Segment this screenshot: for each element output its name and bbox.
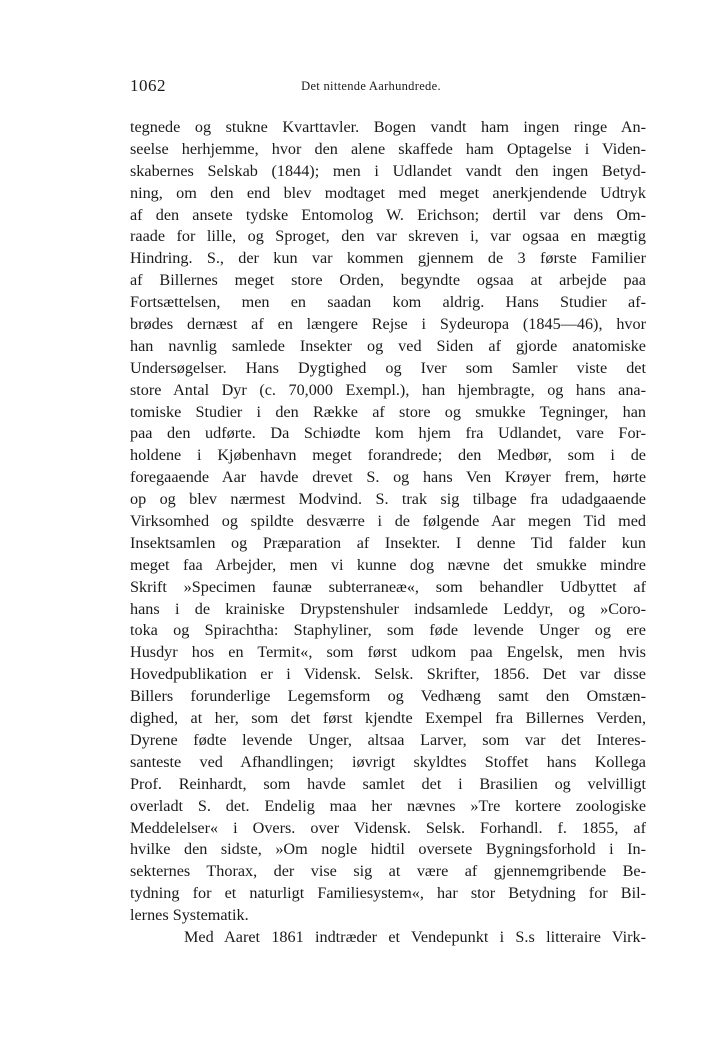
text-line: brødes dernæst af en længere Rejse i Sydeuropa (1845—46), hvor bbox=[130, 315, 646, 334]
text-line: Meddelelser« i Overs. over Vidensk. Selsk. Forhandl. f. 1855, af bbox=[130, 818, 646, 837]
text-line: Hindring. S., der kun var kommen gjennem de 3 første Familier bbox=[130, 249, 646, 268]
text-line: Dyrene fødte levende Unger, altsaa Larver, som var det Interes- bbox=[130, 730, 646, 749]
page-number: 1062 bbox=[130, 76, 166, 95]
text-line: Undersøgelser. Hans Dygtighed og Iver som Samler viste det bbox=[130, 358, 646, 377]
text-line: toka og Spirachtha: Staphyliner, som føde levende Unger og ere bbox=[130, 621, 646, 640]
text-line: seelse herhjemme, hvor den alene skaffede ham Optagelse i Viden- bbox=[130, 139, 646, 158]
text-line: Skrift »Specimen faunæ subterraneæ«, som behandler Udbyttet af bbox=[130, 577, 646, 596]
text-line: paa den udførte. Da Schiødte kom hjem fra Udlandet, vare For- bbox=[130, 424, 646, 443]
text-line: dighed, at her, som det først kjendte Exempel fra Billernes Verden, bbox=[130, 709, 646, 728]
text-line: af den ansete tydske Entomolog W. Erichson; dertil var dens Om- bbox=[130, 205, 646, 224]
text-line: Hovedpublikation er i Vidensk. Selsk. Skrifter, 1856. Det var disse bbox=[130, 665, 646, 684]
body-text bbox=[130, 117, 646, 949]
text-line: af Billernes meget store Orden, begyndte ogsaa at arbejde paa bbox=[130, 271, 646, 290]
text-line: tomiske Studier i den Række af store og smukke Tegninger, han bbox=[130, 402, 646, 421]
text-line: foregaaende Aar havde drevet S. og hans Ven Krøyer frem, hørte bbox=[130, 468, 646, 487]
text-line: store Antal Dyr (c. 70,000 Exempl.), han hjembragte, og hans ana- bbox=[130, 380, 646, 399]
text-line: santeste ved Afhandlingen; iøvrigt skyldtes Stoffet hans Kollega bbox=[130, 752, 646, 771]
running-title: Det nittende Aarhundrede. bbox=[301, 79, 441, 93]
text-line: Husdyr hos en Termit«, som først udkom paa Engelsk, men hvis bbox=[130, 643, 646, 662]
text-line: holdene i Kjøbenhavn meget forandrede; den Medbør, som i de bbox=[130, 446, 646, 465]
text-line: Virksomhed og spildte desværre i de følgende Aar megen Tid med bbox=[130, 512, 646, 531]
text-line: overladt S. det. Endelig maa her nævnes »Tre kortere zoologiske bbox=[130, 796, 646, 815]
text-line: Insektsamlen og Præparation af Insekter. I denne Tid falder kun bbox=[130, 533, 646, 552]
text-line: ning, om den end blev modtaget med meget anerkjendende Udtryk bbox=[130, 183, 646, 202]
text-line: hvilke den sidste, »Om nogle hidtil oversete Bygningsforhold i In- bbox=[130, 840, 646, 859]
text-line: han navnlig samlede Insekter og ved Siden af gjorde anatomiske bbox=[130, 336, 646, 355]
text-line: sekternes Thorax, der vise sig at være af gjennemgribende Be- bbox=[130, 862, 646, 881]
text-line: lernes Systematik. bbox=[130, 906, 249, 925]
text-line: tydning for et naturligt Familiesystem«, har stor Betydning for Bil- bbox=[130, 884, 646, 903]
text-line: Prof. Reinhardt, som havde samlet det i Brasilien og velvilligt bbox=[130, 774, 646, 793]
text-line: raade for lille, og Sproget, den var skreven i, var ogsaa en mægtig bbox=[130, 227, 646, 246]
text-line: meget faa Arbejder, men vi kunne dog nævne det smukke mindre bbox=[130, 555, 646, 574]
text-line: Fortsættelsen, men en saadan kom aldrig. Hans Studier af- bbox=[130, 293, 646, 312]
text-line: skabernes Selskab (1844); men i Udlandet vandt den ingen Betyd- bbox=[130, 161, 646, 180]
text-line: Med Aaret 1861 indtræder et Vendepunkt i S.s litteraire Virk- bbox=[184, 927, 646, 946]
text-line: op og blev nærmest Modvind. S. trak sig tilbage fra udadgaaende bbox=[130, 490, 646, 509]
text-line: Billers forunderlige Legemsform og Vedhæng samt den Omstæn- bbox=[130, 687, 646, 706]
text-line: tegnede og stukne Kvarttavler. Bogen vandt ham ingen ringe An- bbox=[130, 118, 646, 136]
text-line: hans i de krainiske Drypstenshuler indsamlede Leddyr, og »Coro- bbox=[130, 599, 646, 618]
